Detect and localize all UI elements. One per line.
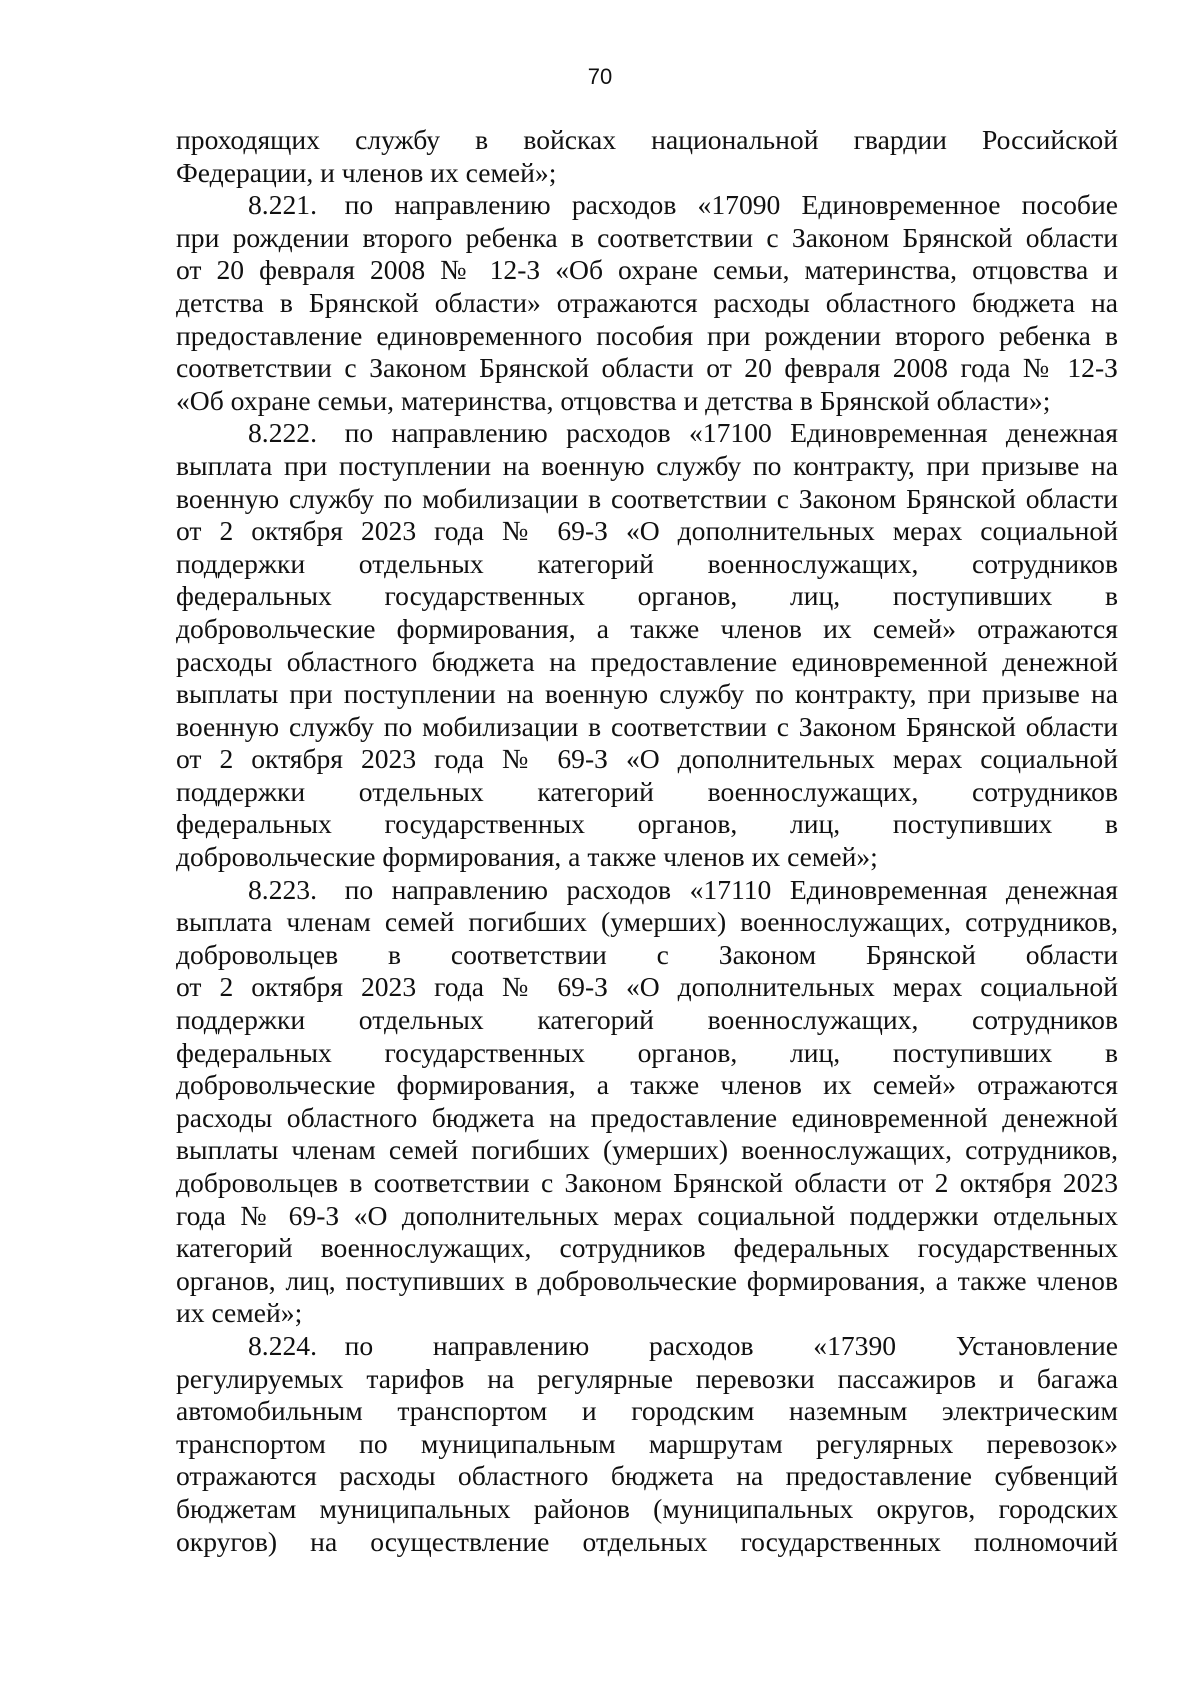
text-line: выплаты при поступлении на военную службу по контракту, при призыве на [176,678,1118,710]
text-line: выплата членам семей погибших (умерших) военнослужащих, сотрудников, [176,906,1118,938]
text-line: от 2 октября 2023 года № 69-З «О дополнительных мерах социальной [176,743,1118,775]
text-line: автомобильным транспортом и городским наземным электрическим [176,1395,1118,1427]
text-line: расходы областного бюджета на предоставление единовременной денежной [176,1101,1118,1133]
text-line: добровольцев в соответствии с Законом Брянской области [176,938,1118,970]
text-line: военную службу по мобилизации в соответствии с Законом Брянской области [176,482,1118,514]
text-line: регулируемых тарифов на регулярные перевозки пассажиров и багажа [176,1362,1118,1394]
text-line: расходы областного бюджета на предоставление единовременной денежной [176,645,1118,677]
text-line: военную службу по мобилизации в соответствии с Законом Брянской области [176,710,1118,742]
text-line: отражаются расходы областного бюджета на предоставление субвенций [176,1460,1118,1492]
text-line: 8.223. по направлению расходов «17110 Единовременная денежная [248,873,1118,905]
text-line: категорий военнослужащих, сотрудников федеральных государственных [176,1232,1118,1264]
text-line: поддержки отдельных категорий военнослужащих, сотрудников [176,547,1118,579]
text-line: при рождении второго ребенка в соответствии с Законом Брянской области [176,221,1118,253]
text-line: органов, лиц, поступивших в добровольческие формирования, а также членов [176,1264,1118,1296]
text-line: их семей»; [176,1297,303,1329]
text-line: добровольцев в соответствии с Законом Брянской области от 2 октября 2023 [176,1167,1118,1198]
text-line: выплата при поступлении на военную службу по контракту, при призыве на [176,449,1118,481]
text-line: Федерации, и членов их семей»; [176,156,557,188]
text-line: добровольческие формирования, а также членов их семей» отражаются [176,612,1118,644]
text-line: года № 69-З «О дополнительных мерах социальной поддержки отдельных [176,1199,1118,1231]
text-line: федеральных государственных органов, лиц, поступивших в [176,808,1118,840]
text-line: выплаты членам семей погибших (умерших) военнослужащих, сотрудников, [176,1134,1118,1166]
text-line: 8.222. по направлению расходов «17100 Единовременная денежная [248,417,1118,449]
text-line: детства в Брянской области» отражаются расходы областного бюджета на [176,286,1118,318]
text-line: от 2 октября 2023 года № 69-З «О дополнительных мерах социальной [176,971,1118,1003]
text-line: соответствии с Законом Брянской области от 20 февраля 2008 года № 12-З [176,352,1118,384]
text-line: федеральных государственных органов, лиц, поступивших в [176,1036,1118,1068]
document-body [176,124,1118,1558]
text-line: от 2 октября 2023 года № 69-З «О дополнительных мерах социальной [176,515,1118,547]
text-line: «Об охране семьи, материнства, отцовства и детства в Брянской области»; [176,384,1051,416]
text-line: округов) на осуществление отдельных государственных полномочий [176,1525,1118,1557]
text-line: транспортом по муниципальным маршрутам регулярных перевозок» [176,1427,1118,1459]
text-line: проходящих службу в войсках национальной гвардии Российской [176,124,1118,155]
text-line: федеральных государственных органов, лиц, поступивших в [176,580,1118,612]
text-line: поддержки отдельных категорий военнослужащих, сотрудников [176,1004,1118,1036]
text-line: добровольческие формирования, а также членов их семей»; [176,841,878,873]
text-line: предоставление единовременного пособия при рождении второго ребенка в [176,319,1118,351]
page-number: 70 [587,64,613,89]
text-line: от 20 февраля 2008 № 12-З «Об охране семьи, материнства, отцовства и [176,254,1118,286]
text-line: бюджетам муниципальных районов (муниципальных округов, городских [176,1492,1118,1524]
text-line: 8.221. по направлению расходов «17090 Единовременное пособие [248,189,1118,221]
text-line: 8.224. по направлению расходов «17390 Установление [248,1329,1118,1361]
text-line: поддержки отдельных категорий военнослужащих, сотрудников [176,775,1118,807]
text-line: добровольческие формирования, а также членов их семей» отражаются [176,1069,1118,1101]
